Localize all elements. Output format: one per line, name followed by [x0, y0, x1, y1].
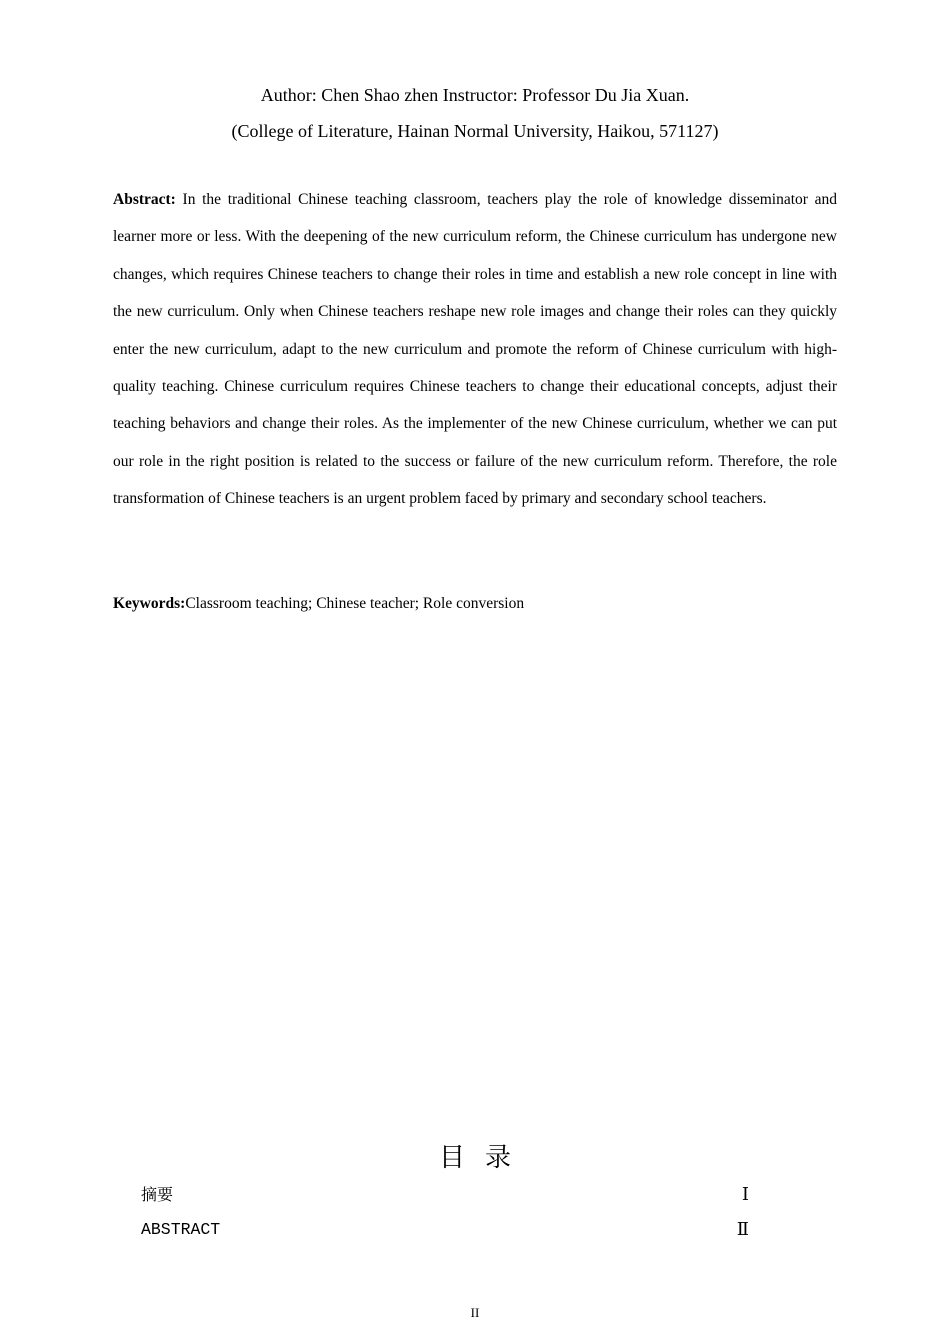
abstract-text: In the traditional Chinese teaching classroom, teachers play the role of knowledge disseminator and learner more or less. With the deepening of the new curriculum reform, the Chinese curriculum has undergone new changes, which requires Chinese teachers to change their roles in time and establish a new role concept in line with the new curriculum. Only when Chinese teachers reshape new role images and change their roles can they quickly enter the new curriculum, adapt to the new curriculum and promote the reform of Chinese curriculum with high-quality teaching. Chinese curriculum requires Chinese teachers to change their educational concepts, adjust their teaching behaviors and change their roles. As the implementer of the new Chinese curriculum, whether we can put our role in the right position is related to the success or failure of the new curriculum reform. Therefore, the role transformation of Chinese teachers is an urgent problem faced by primary and secondary school teachers.	[113, 191, 838, 508]
affiliation-line: (College of Literature, Hainan Normal University, Haikou, 571127)	[231, 121, 719, 141]
keywords-line	[113, 593, 524, 615]
toc-entry-page: Ⅰ	[741, 1184, 749, 1205]
abstract-label: Abstract:	[113, 191, 176, 208]
toc-entry-label: ABSTRACT	[141, 1220, 221, 1239]
toc-entry-abstract-cn[interactable]	[141, 1183, 749, 1207]
toc-entry-abstract-en[interactable]	[141, 1218, 749, 1242]
toc-entry-label: 摘要	[141, 1185, 174, 1204]
toc-entry-page: Ⅱ	[736, 1219, 749, 1240]
toc-title: 目录	[438, 1143, 531, 1173]
keywords-text: Classroom teaching; Chinese teacher; Role conversion	[185, 595, 525, 612]
abstract-paragraph	[113, 181, 837, 518]
keywords-label: Keywords:	[113, 595, 186, 612]
author-line: Author: Chen Shao zhen Instructor: Professor Du Jia Xuan.	[260, 85, 690, 105]
page-number: II	[470, 1305, 480, 1320]
